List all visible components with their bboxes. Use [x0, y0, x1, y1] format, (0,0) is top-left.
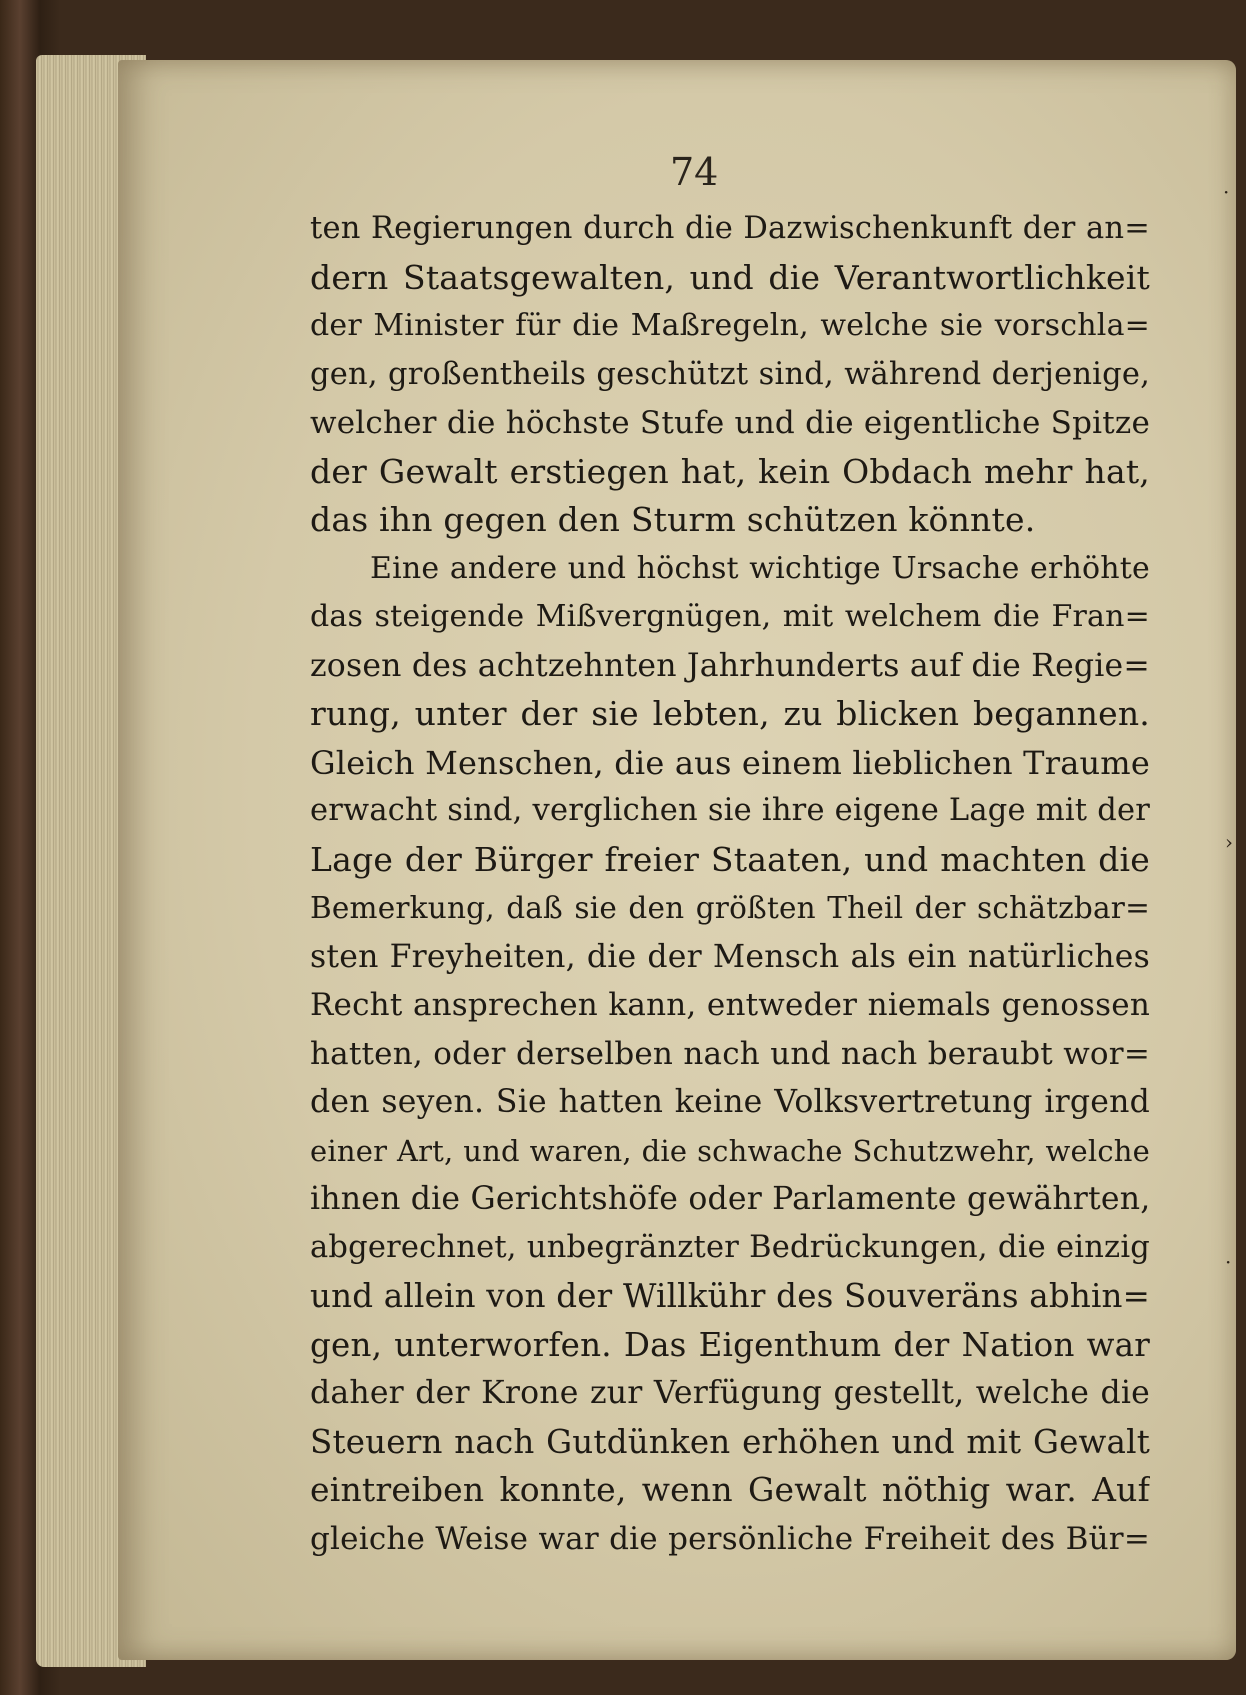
text-line: Eine andere und höchst wichtige Ursache erhöhte [370, 550, 1150, 586]
text-line: das ihn gegen den Sturm schützen könnte. [310, 500, 1036, 539]
page-number: 74 [670, 150, 719, 194]
text-line: Steuern nach Gutdünken erhöhen und mit Gewalt [310, 1422, 1150, 1461]
text-line: sten Freyheiten, die der Mensch als ein natürliches [310, 938, 1150, 975]
text-line: zosen des achtzehnten Jahrhunderts auf die Regie= [310, 647, 1150, 684]
text-line: abgerechnet, unbegränzter Bedrückungen, die einzig [310, 1229, 1150, 1265]
text-line: hatten, oder derselben nach und nach beraubt wor= [310, 1035, 1150, 1072]
text-line: gen, großentheils geschützt sind, während derjenige, [310, 356, 1150, 392]
text-line: ihnen die Gerichtshöfe oder Parlamente gewährten, [310, 1181, 1150, 1217]
text-line: Bemerkung, daß sie den größten Theil der schätzbar= [310, 891, 1150, 925]
text-line: rung, unter der sie lebten, zu blicken begannen. [310, 694, 1150, 733]
text-line: und allein von der Willkühr des Souveräns abhin= [310, 1277, 1150, 1315]
page-speck: · [1223, 180, 1230, 204]
text-line: ten Regierungen durch die Dazwischenkunft der an= [310, 211, 1150, 246]
text-line: gen, unterworfen. Das Eigenthum der Nation war [310, 1325, 1150, 1364]
text-line: Lage der Bürger freier Staaten, und machten die [310, 839, 1150, 879]
text-line: der Minister für die Maßregeln, welche sie vorschla= [310, 308, 1150, 343]
text-line: den seyen. Sie hatten keine Volksvertretung irgend [310, 1084, 1150, 1120]
text-line: Recht ansprechen kann, entweder niemals genossen [310, 987, 1150, 1023]
text-line: Gleich Menschen, die aus einem lieblichen Traume [310, 743, 1150, 782]
text-line: dern Staatsgewalten, und die Verantwortlichkeit [310, 257, 1150, 297]
text-line: das steigende Mißvergnügen, mit welchem die Fran= [310, 599, 1150, 634]
text-line: daher der Krone zur Verfügung gestellt, welche die [310, 1375, 1150, 1411]
text-line: der Gewalt erstiegen hat, kein Obdach mehr hat, [310, 451, 1150, 491]
page-speck: · [1225, 1250, 1232, 1274]
page-speck: › [1225, 830, 1233, 854]
text-block [310, 205, 1150, 1563]
text-line: einer Art, und waren, die schwache Schutzwehr, welche [310, 1133, 1150, 1168]
text-line: welcher die höchste Stufe und die eigentliche Spitze [310, 405, 1150, 441]
text-line: gleiche Weise war die persönliche Freiheit des Bür= [310, 1520, 1150, 1557]
text-line: eintreiben konnte, wenn Gewalt nöthig war. Auf [310, 1470, 1150, 1509]
text-line: erwacht sind, verglichen sie ihre eigene Lage mit der [310, 793, 1150, 828]
